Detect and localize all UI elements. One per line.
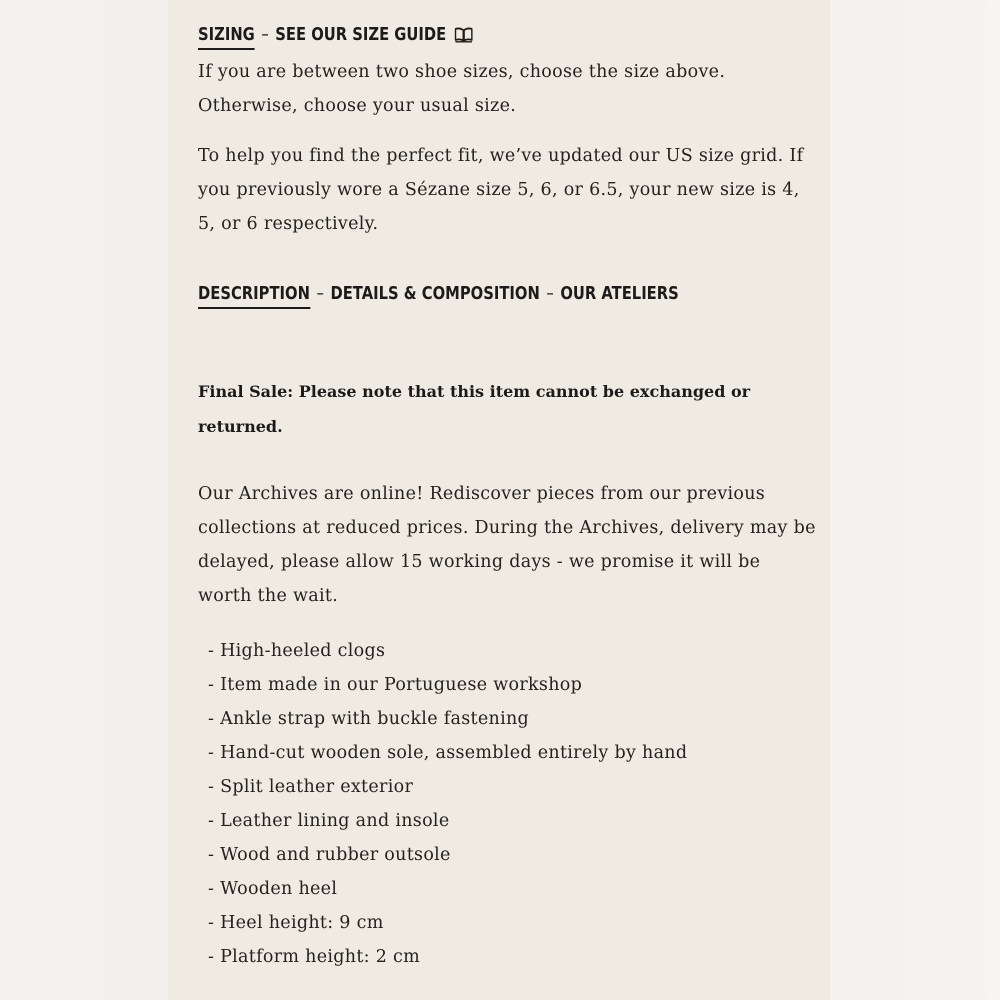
size-grid-update-text: To help you find the perfect fit, we’ve updated our US size grid. If you previously wore a Sézane size 5, 6, or 6.5, your new size is 4, 5, or 6 respectively. [198,146,804,234]
tab-separator: – [316,283,324,304]
list-item: - Wood and rubber outsole [208,838,687,872]
list-item: - Wooden heel [208,872,687,906]
sizing-header [198,24,472,48]
tab-our-ateliers[interactable]: OUR ATELIERS [560,283,679,304]
list-item: - Item made in our Portuguese workshop [208,668,687,702]
tab-description[interactable]: DESCRIPTION [198,283,310,309]
list-item: - Hand-cut wooden sole, assembled entirely by hand [208,736,687,770]
product-info-panel [168,0,830,1000]
list-item: - Heel height: 9 cm [208,906,687,940]
list-item: - Platform height: 2 cm [208,940,687,974]
blurred-background-right [830,0,1000,1000]
final-sale-notice: Final Sale: Please note that this item cannot be exchanged or returned. [198,382,751,436]
description-tabs [198,283,679,304]
sizing-advice-text: If you are between two shoe sizes, choose the size above. Otherwise, choose your usual size. [198,62,726,116]
list-item: - Leather lining and insole [208,804,687,838]
tab-sizing[interactable]: SIZING [198,24,255,50]
list-item: - High-heeled clogs [208,634,687,668]
list-item: - Split leather exterior [208,770,687,804]
book-icon[interactable] [454,27,472,48]
blurred-background-left [0,0,168,1000]
size-guide-link[interactable]: SEE OUR SIZE GUIDE [275,24,447,45]
feature-list [208,634,687,974]
tab-details-composition[interactable]: DETAILS & COMPOSITION [330,283,540,304]
sizing-separator: – [261,24,269,45]
tab-separator: – [546,283,554,304]
archives-notice-text: Our Archives are online! Rediscover pieces from our previous collections at reduced prices. During the Archives, delivery may be delayed, please allow 15 working days - we promise it will be worth the wait. [198,484,816,606]
list-item: - Ankle strap with buckle fastening [208,702,687,736]
